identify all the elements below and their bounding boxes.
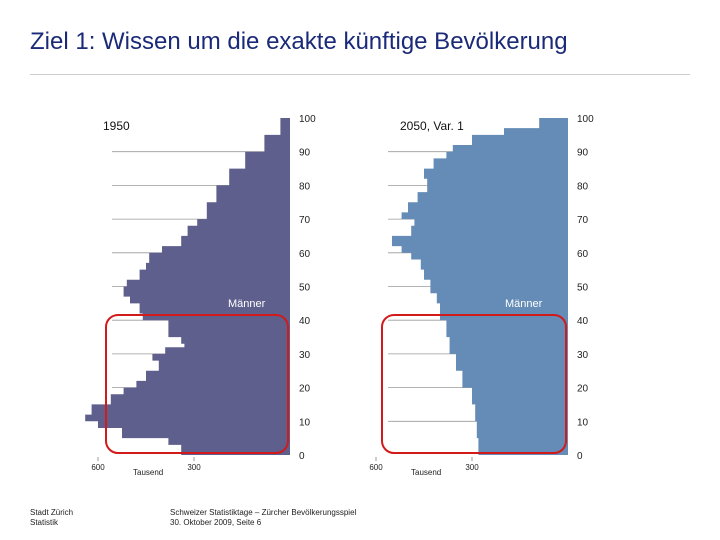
footer-organization	[30, 508, 73, 528]
x-axis-label-1950: Tausend	[133, 468, 164, 477]
footer-event-line2: 30. Oktober 2009, Seite 6	[170, 518, 262, 527]
x-tick-label: 600	[369, 463, 383, 472]
footer-event	[170, 508, 356, 528]
y-tick-label: 30	[577, 349, 589, 361]
chart-title-1950: 1950	[103, 119, 130, 133]
y-tick-label: 0	[577, 451, 583, 462]
series-label-1950: Männer	[228, 298, 266, 310]
page-title: Ziel 1: Wissen um die exakte künftige Bevölkerung	[30, 28, 568, 55]
pyramid-1950	[85, 114, 316, 477]
y-tick-label: 0	[299, 451, 305, 462]
y-tick-label: 90	[577, 147, 589, 159]
series-label-2050: Männer	[505, 298, 543, 310]
y-tick-label: 50	[299, 282, 311, 294]
y-tick-label: 80	[299, 181, 311, 193]
y-tick-label: 100	[577, 114, 594, 125]
footer-event-line1: Schweizer Statistiktage – Zürcher Bevölkerungsspiel	[170, 508, 357, 517]
footer-org-line1: Stadt Zürich	[30, 508, 74, 517]
footer-org-line2: Statistik	[30, 518, 59, 527]
y-tick-label: 80	[577, 181, 589, 193]
y-tick-label: 100	[299, 114, 316, 125]
y-tick-label: 70	[299, 215, 311, 227]
pyramid-2050	[369, 114, 594, 477]
y-tick-label: 60	[299, 248, 311, 260]
x-tick-label: 300	[465, 463, 479, 472]
y-tick-labels-2050	[577, 114, 594, 462]
y-tick-label: 60	[577, 248, 589, 260]
y-tick-label: 20	[577, 383, 589, 395]
x-tick-label: 300	[187, 463, 201, 472]
x-axis-label-2050: Tausend	[411, 468, 442, 477]
y-tick-label: 50	[577, 282, 589, 294]
y-tick-label: 30	[299, 349, 311, 361]
x-tick-label: 600	[91, 463, 105, 472]
y-tick-labels-1950	[299, 114, 316, 462]
chart-title-2050: 2050, Var. 1	[400, 119, 464, 133]
y-tick-label: 90	[299, 147, 311, 159]
y-tick-label: 20	[299, 383, 311, 395]
y-tick-label: 40	[299, 316, 311, 328]
y-tick-label: 10	[299, 417, 311, 429]
y-tick-label: 70	[577, 215, 589, 227]
y-tick-label: 10	[577, 417, 589, 429]
y-tick-label: 40	[577, 316, 589, 328]
